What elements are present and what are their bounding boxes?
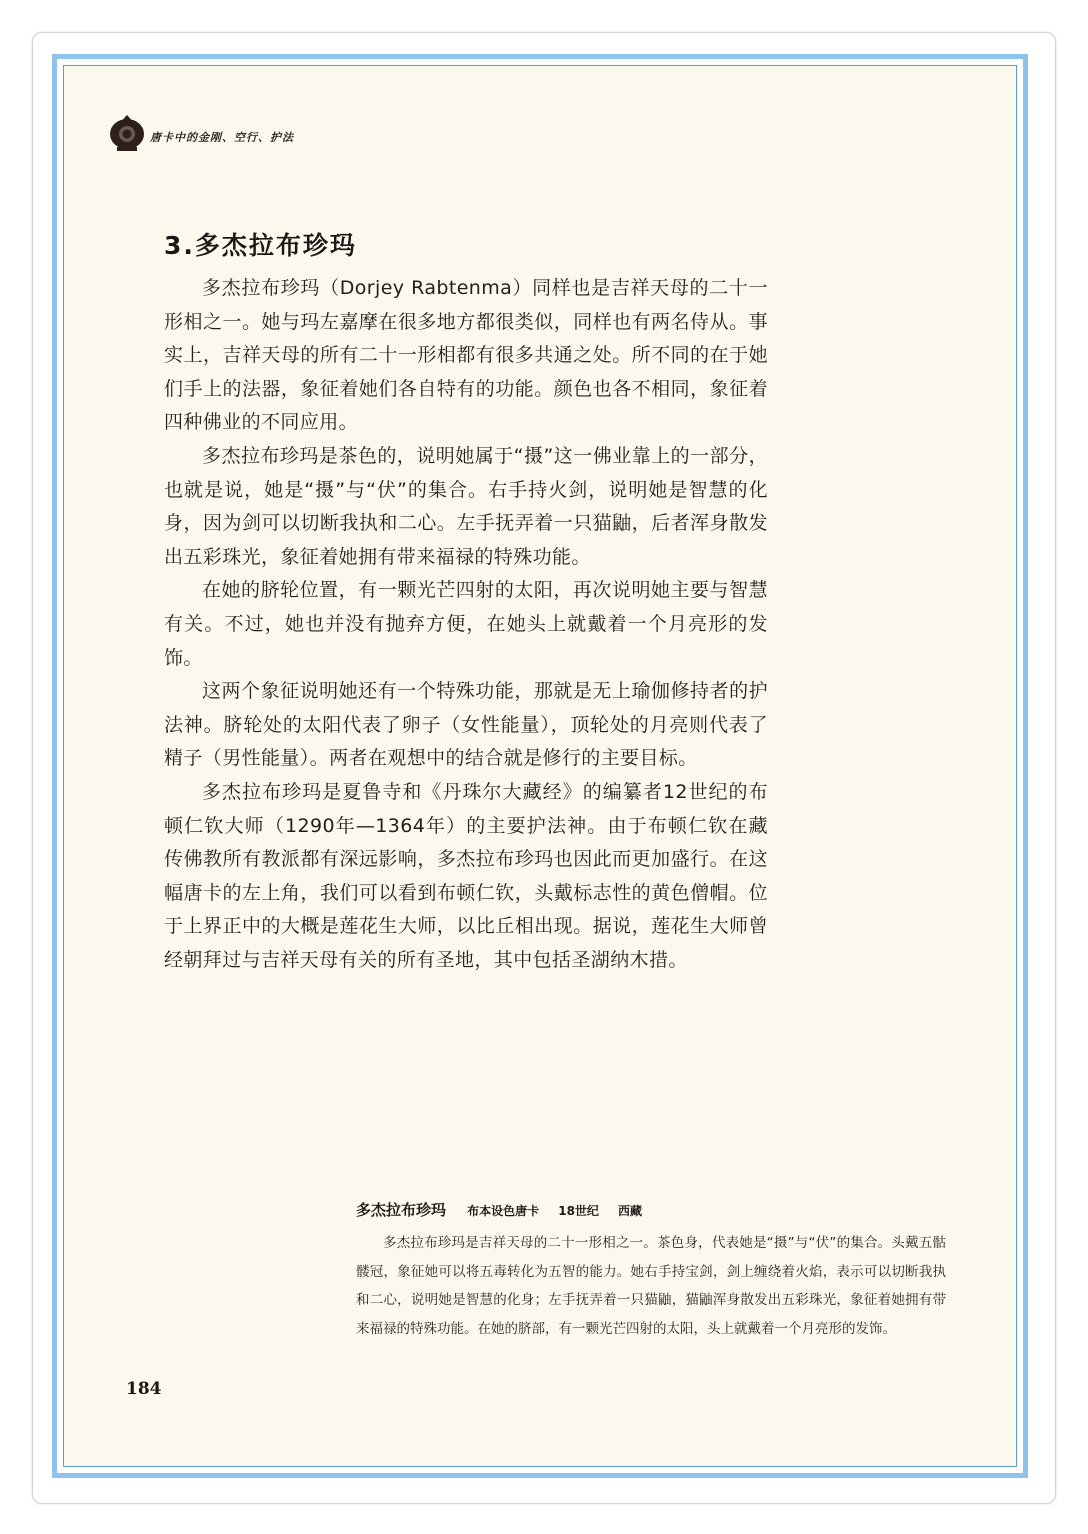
running-header: 唐卡中的金刚、空行、护法 xyxy=(150,131,294,144)
page-number: 184 xyxy=(126,1379,162,1399)
body-paragraph: 多杰拉布珍玛（Dorjey Rabtenma）同样也是吉祥天母的二十一形相之一。她与玛左嘉摩在很多地方都很类似，同样也有两名侍从。事实上，吉祥天母的所有二十一形相都有很多共通之处。所不同的在于她们手上的法器，象征着她们各自特有的功能。颜色也各不相同，象征着四种佛业的不同应用。 xyxy=(164,277,768,434)
body-paragraph: 这两个象征说明她还有一个特殊功能，那就是无上瑜伽修持者的护法神。脐轮处的太阳代表了卵子（女性能量），顶轮处的月亮则代表了精子（男性能量）。两者在观想中的结合就是修行的主要目标。 xyxy=(164,680,768,770)
caption-heading xyxy=(356,1199,656,1220)
body-paragraph: 多杰拉布珍玛是茶色的，说明她属于“摄”这一佛业靠上的一部分，也就是说，她是“摄”与“伏”的集合。右手持火剑，说明她是智慧的化身，因为剑可以切断我执和二心。左手抚弄着一只猫鼬，后者浑身散发出五彩珠光，象征着她拥有带来福禄的特殊功能。 xyxy=(164,444,768,568)
section-title: 3.多杰拉布珍玛 xyxy=(164,231,357,260)
body-paragraph: 多杰拉布珍玛是夏鲁寺和《丹珠尔大藏经》的编纂者12世纪的布顿仁钦大师（1290年—1364年）的主要护法神。由于布顿仁钦在藏传佛教所有教派都有深远影响，多杰拉布珍玛也因此而更加盛行。在这幅唐卡的左上角，我们可以看到布顿仁钦，头戴标志性的黄色僧帽。位于上界正中的大概是莲花生大师，以比丘相出现。据说，莲花生大师曾经朝拜过与吉祥天母有关的所有圣地，其中包括圣湖纳木措。 xyxy=(164,780,768,971)
body-text xyxy=(164,272,768,977)
stupa-emblem-icon xyxy=(108,112,146,152)
caption-title: 多杰拉布珍玛 xyxy=(356,1201,447,1219)
body-paragraph: 在她的脐轮位置，有一颗光芒四射的太阳，再次说明她主要与智慧有关。不过，她也并没有抛弃方便，在她头上就戴着一个月亮形的发饰。 xyxy=(164,579,768,669)
caption-medium: 布本设色唐卡 xyxy=(467,1204,540,1218)
page-frame xyxy=(52,54,1028,1478)
caption-text: 多杰拉布珍玛是吉祥天母的二十一形相之一。茶色身，代表她是“摄”与“伏”的集合。头戴五骷髅冠，象征她可以将五毒转化为五智的能力。她右手持宝剑，剑上缠绕着火焰，表示可以切断我执和二心，说明她是智慧的化身；左手抚弄着一只猫鼬，猫鼬浑身散发出五彩珠光，象征着她拥有带来福禄的特殊功能。在她的脐部，有一颗光芒四射的太阳，头上就戴着一个月亮形的发饰。 xyxy=(356,1235,946,1337)
book-page xyxy=(63,65,1017,1467)
caption-period: 18世纪 xyxy=(558,1204,599,1218)
caption-place: 西藏 xyxy=(618,1204,643,1218)
